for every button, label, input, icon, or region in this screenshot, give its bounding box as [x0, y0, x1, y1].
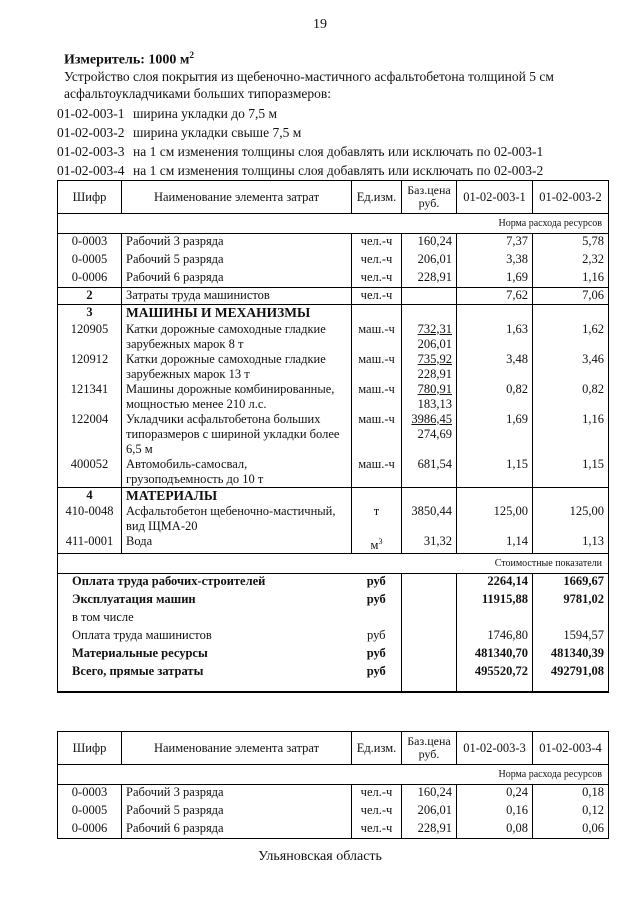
cell-unit — [352, 803, 402, 821]
summary-label: в том числе — [58, 610, 352, 628]
summary-value-1: 2264,14 — [457, 574, 533, 592]
header-unit: Ед.изм. — [352, 181, 402, 214]
code-list — [57, 104, 543, 180]
summary-label: Всего, прямые затраты — [58, 664, 352, 682]
code-text: ширина укладки до 7,5 м — [133, 106, 278, 121]
cell-price — [402, 504, 457, 534]
cell-name: Машины дорожные комбинированные, мощностью менее 210 л.с. — [122, 382, 352, 412]
code-text: на 1 см изменения толщины слоя добавлять или исключать по 02-003-2 — [133, 163, 544, 178]
cell-code: 120905 — [58, 322, 122, 352]
cell-value-1: 7,37 — [457, 234, 533, 252]
section-code: 4 — [58, 487, 122, 504]
cell-name: Укладчики асфальтобетона больших типоразмеров с шириной укладки более 6,5 м — [122, 412, 352, 457]
summary-value-2: 1594,57 — [533, 628, 609, 646]
unit-sup: 3 — [378, 537, 383, 546]
empty-cell — [352, 487, 402, 504]
cell-code: 411-0001 — [58, 534, 122, 554]
unit-text: чел.-ч — [360, 251, 393, 266]
cell-value-2: 5,78 — [533, 234, 609, 252]
cell-value-2: 3,46 — [533, 352, 609, 382]
price-value-2: 228,91 — [417, 366, 452, 381]
cell-unit — [352, 504, 402, 534]
table-row — [58, 322, 609, 352]
empty-cell — [352, 682, 402, 692]
cost-label-row — [58, 554, 609, 574]
empty-cell — [402, 682, 457, 692]
table-row — [58, 252, 609, 270]
unit-text: чел.-ч — [360, 234, 393, 248]
cell-code: 400052 — [58, 457, 122, 488]
summary-value-1: 1746,80 — [457, 628, 533, 646]
price-value: 31,32 — [423, 534, 452, 548]
cost-label: Стоимостные показатели — [58, 554, 609, 574]
footer-region: Ульяновская область — [258, 849, 382, 864]
cell-value-1: 1,15 — [457, 457, 533, 488]
price-value: 228,91 — [417, 269, 452, 284]
summary-value-1: 481340,70 — [457, 646, 533, 664]
table-row — [58, 821, 609, 839]
unit-text: маш.-ч — [358, 411, 395, 426]
section-title: МАТЕРИАЛЫ — [122, 487, 352, 504]
cell-name: Вода — [122, 534, 352, 554]
summary-row — [58, 610, 609, 628]
cell-name: Затраты труда машинистов — [122, 288, 352, 305]
header-col1: 01-02-003-1 — [457, 181, 533, 214]
norm-label: Норма расхода ресурсов — [58, 765, 609, 785]
summary-row — [58, 574, 609, 592]
empty-cell — [402, 574, 457, 592]
summary-label: Оплата труда машинистов — [58, 628, 352, 646]
cell-value-1: 3,38 — [457, 252, 533, 270]
empty-cell — [533, 305, 609, 322]
section-title: МАШИНЫ И МЕХАНИЗМЫ — [122, 305, 352, 322]
price-value: 732,31 — [417, 321, 452, 336]
code-id: 01-02-003-1 — [57, 106, 125, 121]
meter-label: Измеритель: 1000 м — [64, 52, 190, 68]
page-number: 19 — [313, 17, 327, 32]
empty-cell — [457, 487, 533, 504]
table-row — [58, 803, 609, 821]
cell-code: 0-0006 — [58, 270, 122, 288]
summary-row — [58, 592, 609, 610]
cell-value-1: 0,82 — [457, 382, 533, 412]
code-id: 01-02-003-2 — [57, 125, 125, 140]
cell-price — [402, 457, 457, 488]
unit-text: маш.-ч — [358, 321, 395, 336]
empty-cell — [402, 487, 457, 504]
empty-cell — [402, 610, 457, 628]
price-value: 206,01 — [417, 802, 452, 817]
cell-unit — [352, 457, 402, 488]
cell-code: 410-0048 — [58, 504, 122, 534]
header-col2: 01-02-003-4 — [533, 732, 609, 765]
cell-price — [402, 270, 457, 288]
cell-code: 0-0005 — [58, 803, 122, 821]
cell-code: 121341 — [58, 382, 122, 412]
cell-value-1: 125,00 — [457, 504, 533, 534]
cell-code: 0-0003 — [58, 234, 122, 252]
code-text: на 1 см изменения толщины слоя добавлять или исключать по 02-003-1 — [133, 144, 544, 159]
empty-cell — [58, 682, 352, 692]
code-text: ширина укладки свыше 7,5 м — [133, 125, 302, 140]
empty-cell — [402, 664, 457, 682]
cell-price — [402, 288, 457, 305]
table-row — [58, 534, 609, 554]
cell-value-2: 0,18 — [533, 785, 609, 803]
cell-unit — [352, 234, 402, 252]
cell-value-1: 1,14 — [457, 534, 533, 554]
cell-price — [402, 322, 457, 352]
cell-value-2: 1,15 — [533, 457, 609, 488]
table-row — [58, 412, 609, 457]
unit-text: м — [370, 538, 379, 553]
code-line — [57, 123, 543, 142]
summary-label: Эксплуатация машин — [58, 592, 352, 610]
cell-unit — [352, 821, 402, 839]
table-row — [58, 234, 609, 252]
cell-value-1: 7,62 — [457, 288, 533, 305]
unit-text: чел.-ч — [360, 802, 393, 817]
cell-value-1: 1,69 — [457, 270, 533, 288]
unit-text: чел.-ч — [360, 820, 393, 835]
unit-text: маш.-ч — [358, 351, 395, 366]
section-code: 3 — [58, 305, 122, 322]
empty-cell — [352, 305, 402, 322]
cell-unit — [352, 534, 402, 554]
header-code: Шифр — [58, 732, 122, 765]
price-value-2: 183,13 — [417, 396, 452, 411]
header-name: Наименование элемента затрат — [122, 181, 352, 214]
cell-name: Катки дорожные самоходные гладкие зарубежных марок 13 т — [122, 352, 352, 382]
table-row — [58, 270, 609, 288]
unit-text: маш.-ч — [358, 381, 395, 396]
summary-value-2: 481340,39 — [533, 646, 609, 664]
cell-name: Катки дорожные самоходные гладкие зарубежных марок 8 т — [122, 322, 352, 352]
summary-value-2: 1669,67 — [533, 574, 609, 592]
cell-price — [402, 352, 457, 382]
table-row — [58, 382, 609, 412]
norm-row — [58, 765, 609, 785]
unit-text: т — [373, 504, 380, 518]
empty-cell — [533, 682, 609, 692]
price-value: 228,91 — [417, 820, 452, 835]
resource-table-1 — [57, 180, 609, 693]
cell-value-2: 125,00 — [533, 504, 609, 534]
empty-cell — [457, 682, 533, 692]
summary-unit: руб — [352, 574, 402, 592]
empty-cell — [533, 487, 609, 504]
cell-name: Рабочий 3 разряда — [122, 785, 352, 803]
cell-name: Рабочий 3 разряда — [122, 234, 352, 252]
unit-text: чел.-ч — [360, 785, 393, 799]
summary-row — [58, 628, 609, 646]
cell-value-2: 0,06 — [533, 821, 609, 839]
summary-value-1: 495520,72 — [457, 664, 533, 682]
summary-value-2: 492791,08 — [533, 664, 609, 682]
cell-price — [402, 534, 457, 554]
summary-unit — [352, 610, 402, 628]
cell-code: 120912 — [58, 352, 122, 382]
summary-unit: руб — [352, 646, 402, 664]
summary-label: Материальные ресурсы — [58, 646, 352, 664]
cell-value-1: 0,08 — [457, 821, 533, 839]
summary-row — [58, 664, 609, 682]
norm-label: Норма расхода ресурсов — [58, 214, 609, 234]
summary-value-1 — [457, 610, 533, 628]
empty-cell — [402, 646, 457, 664]
cell-price — [402, 821, 457, 839]
price-value: 3850,44 — [411, 504, 452, 518]
summary-label: Оплата труда рабочих-строителей — [58, 574, 352, 592]
cell-name: Рабочий 5 разряда — [122, 803, 352, 821]
cell-value-2: 1,16 — [533, 270, 609, 288]
cell-code: 2 — [58, 288, 122, 305]
cell-value-2: 0,82 — [533, 382, 609, 412]
cell-unit — [352, 352, 402, 382]
code-id: 01-02-003-3 — [57, 144, 125, 159]
header-unit: Ед.изм. — [352, 732, 402, 765]
machinists-row — [58, 288, 609, 305]
cell-unit — [352, 252, 402, 270]
cell-name: Рабочий 5 разряда — [122, 252, 352, 270]
cell-name: Асфальтобетон щебеночно-мастичный, вид ЩМА-20 — [122, 504, 352, 534]
price-value: 3986,45 — [411, 411, 452, 426]
price-value: 160,24 — [417, 234, 452, 248]
empty-cell — [402, 628, 457, 646]
cell-value-1: 1,63 — [457, 322, 533, 352]
cell-value-2: 2,32 — [533, 252, 609, 270]
cell-value-2: 7,06 — [533, 288, 609, 305]
cell-name: Рабочий 6 разряда — [122, 270, 352, 288]
cell-value-2: 0,12 — [533, 803, 609, 821]
price-value: 206,01 — [417, 251, 452, 266]
section-row — [58, 487, 609, 504]
cell-value-1: 3,48 — [457, 352, 533, 382]
summary-value-2: 9781,02 — [533, 592, 609, 610]
cell-code: 0-0006 — [58, 821, 122, 839]
price-value-2: 206,01 — [417, 336, 452, 351]
header-code: Шифр — [58, 181, 122, 214]
code-line — [57, 142, 543, 161]
cell-name: Автомобиль-самосвал, грузоподъемность до 10 т — [122, 457, 352, 488]
cell-price — [402, 234, 457, 252]
cell-unit — [352, 322, 402, 352]
price-value: 780,91 — [417, 381, 452, 396]
unit-text: чел.-ч — [360, 269, 393, 284]
price-value-2: 274,69 — [417, 426, 452, 441]
summary-unit: руб — [352, 664, 402, 682]
header-col2: 01-02-003-2 — [533, 181, 609, 214]
price-value: 735,92 — [417, 351, 452, 366]
empty-cell — [402, 592, 457, 610]
cell-code: 122004 — [58, 412, 122, 457]
price-value: 681,54 — [417, 456, 452, 471]
table-row — [58, 504, 609, 534]
cell-unit: чел.-ч — [352, 288, 402, 305]
cell-unit — [352, 270, 402, 288]
cell-unit — [352, 412, 402, 457]
cell-unit — [352, 382, 402, 412]
price-value: 160,24 — [417, 785, 452, 799]
norm-row — [58, 214, 609, 234]
code-id: 01-02-003-4 — [57, 163, 125, 178]
unit-text: маш.-ч — [358, 456, 395, 471]
table-row — [58, 352, 609, 382]
section-row — [58, 305, 609, 322]
summary-value-2 — [533, 610, 609, 628]
meter-sup: 2 — [189, 50, 194, 60]
header-price: Баз.цена руб. — [402, 181, 457, 214]
table-row — [58, 785, 609, 803]
code-line — [57, 104, 543, 123]
empty-cell — [457, 305, 533, 322]
cell-code: 0-0003 — [58, 785, 122, 803]
empty-cell — [402, 305, 457, 322]
header-price: Баз.цена руб. — [402, 732, 457, 765]
cell-name: Рабочий 6 разряда — [122, 821, 352, 839]
summary-unit: руб — [352, 592, 402, 610]
cell-price — [402, 252, 457, 270]
summary-row — [58, 646, 609, 664]
spacer-row — [58, 682, 609, 692]
cell-price — [402, 382, 457, 412]
cell-value-1: 0,24 — [457, 785, 533, 803]
cell-value-1: 0,16 — [457, 803, 533, 821]
cell-value-1: 1,69 — [457, 412, 533, 457]
summary-unit: руб — [352, 628, 402, 646]
resource-table-2 — [57, 731, 609, 839]
header-col1: 01-02-003-3 — [457, 732, 533, 765]
cell-unit — [352, 785, 402, 803]
summary-value-1: 11915,88 — [457, 592, 533, 610]
meter-heading — [64, 50, 194, 69]
cell-value-2: 1,13 — [533, 534, 609, 554]
table-row — [58, 457, 609, 488]
cell-price — [402, 803, 457, 821]
cell-code: 0-0005 — [58, 252, 122, 270]
work-description: Устройство слоя покрытия из щебеночно-мастичного асфальтобетона толщиной 5 см асфальтоукладчиками больших типоразмеров: — [64, 69, 554, 101]
cell-value-2: 1,16 — [533, 412, 609, 457]
code-line — [57, 161, 543, 180]
cell-price — [402, 785, 457, 803]
header-name: Наименование элемента затрат — [122, 732, 352, 765]
cell-value-2: 1,62 — [533, 322, 609, 352]
cell-price — [402, 412, 457, 457]
